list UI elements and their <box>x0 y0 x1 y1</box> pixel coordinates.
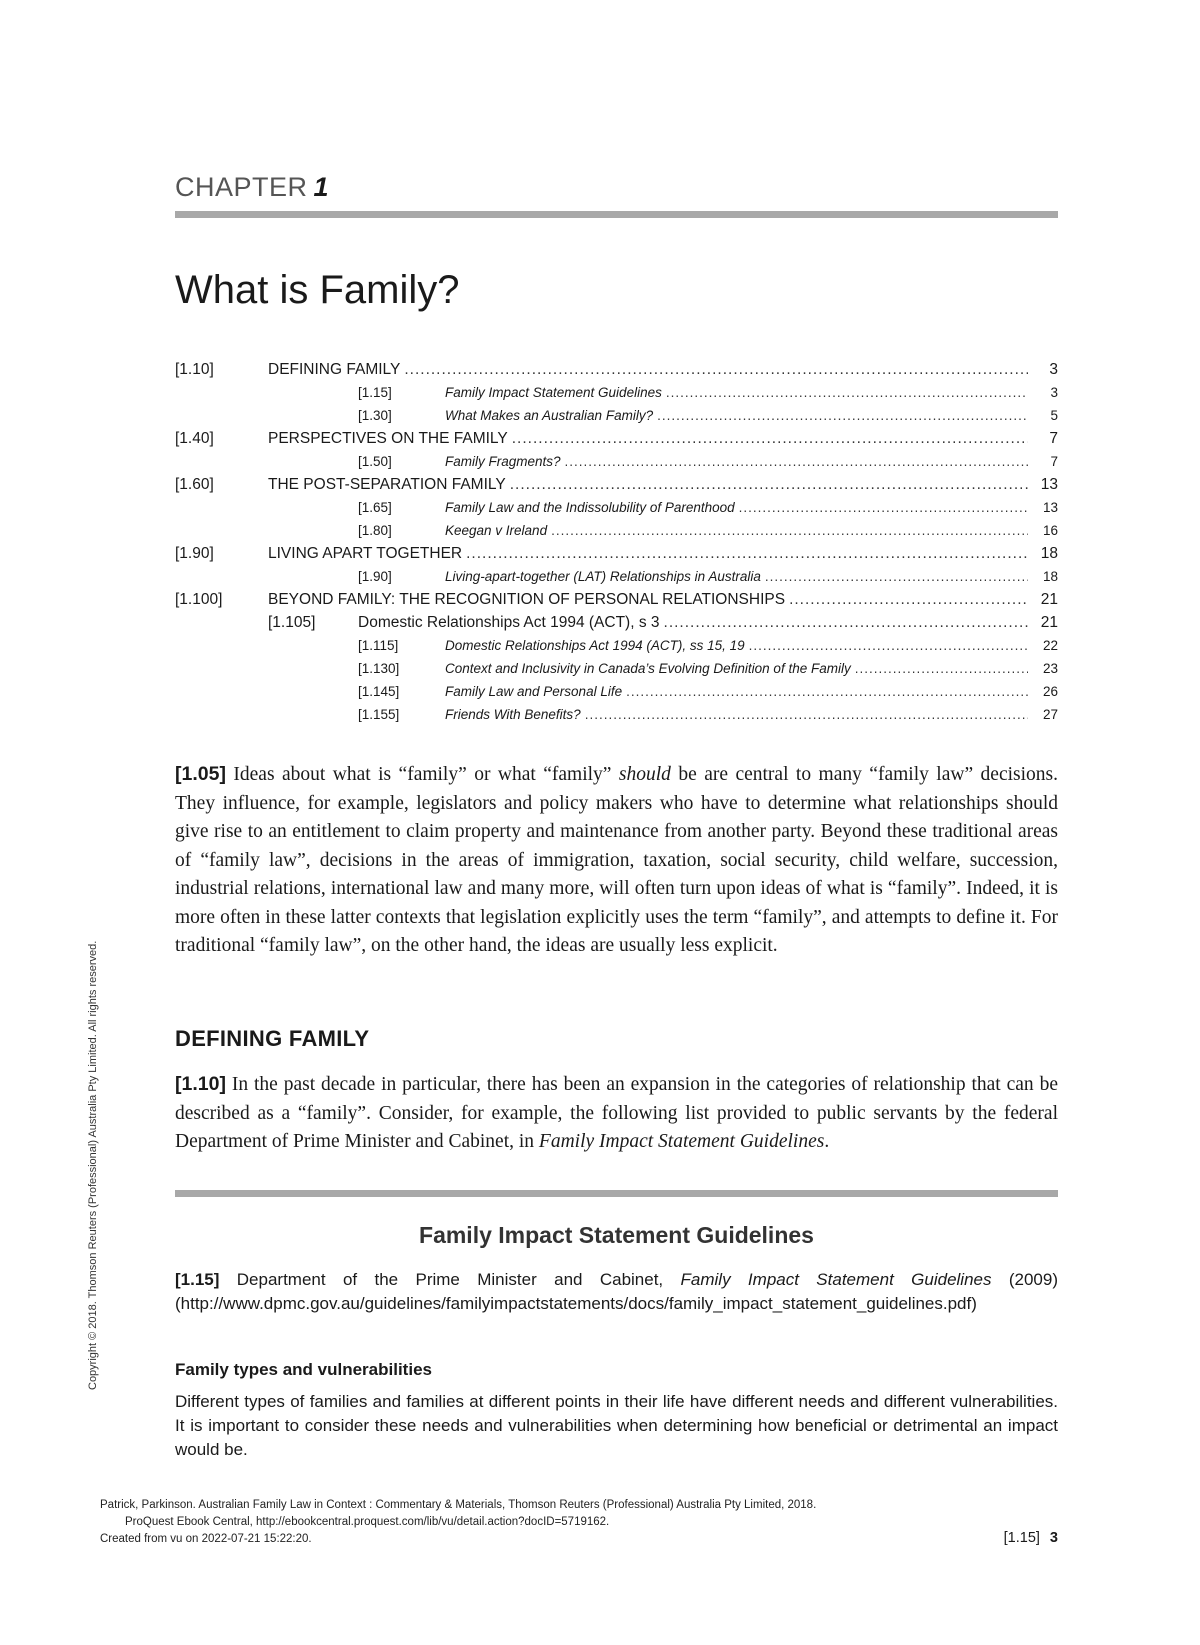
toc-leader-dots <box>666 381 1028 404</box>
footer-source: ProQuest Ebook Central, http://ebookcentral.proquest.com/lib/vu/detail.action?docID=5719162. <box>125 1516 610 1528</box>
toc-entry-number: [1.90] <box>175 545 214 562</box>
chapter-label <box>175 172 329 203</box>
toc-entry-page: 7 <box>1049 430 1058 447</box>
toc-entry-page: 26 <box>1042 684 1058 699</box>
toc-entry <box>175 611 1058 634</box>
toc-entry-number: [1.40] <box>175 430 214 447</box>
extract-rule <box>175 1190 1058 1197</box>
side-copyright: Copyright © 2018. Thomson Reuters (Professional) Australia Pty Limited. All rights reserved. <box>87 940 99 1390</box>
extract-subheading: Family types and vulnerabilities <box>175 1360 432 1379</box>
toc-entry <box>175 703 1058 726</box>
toc-entry-number: [1.15] <box>358 385 392 400</box>
toc-entry-title: Domestic Relationships Act 1994 (ACT), s 3 <box>358 614 660 631</box>
toc-entry <box>175 634 1058 657</box>
extract-ref: [1.15] <box>175 1270 220 1289</box>
toc-entry-number: [1.90] <box>358 569 392 584</box>
toc-entry-number: [1.145] <box>358 684 400 699</box>
extract-body: Different types of families and families at different points in their life have different needs and different vulnerabilities. It is important to consider these needs and vulnerabilities when determining how beneficial or detrimental an impact would be. <box>175 1392 1058 1459</box>
extract-source-text: (2009) (http://www.dpmc.gov.au/guidelines/familyimpactstatements/docs/family_impact_statement_guidelines.pdf) <box>175 1270 1058 1313</box>
chapter-title: What is Family? <box>175 268 460 312</box>
toc-entry-title: Family Law and Personal Life <box>445 684 623 699</box>
toc-entry-page: 27 <box>1042 707 1058 722</box>
toc-entry-title: Family Fragments? <box>445 454 561 469</box>
toc-entry-title: BEYOND FAMILY: THE RECOGNITION OF PERSONAL RELATIONSHIPS <box>268 591 786 608</box>
toc-entry <box>175 680 1058 703</box>
extract-source-emphasis: Family Impact Statement Guidelines <box>680 1270 992 1289</box>
toc-entry-number: [1.130] <box>358 661 400 676</box>
toc-entry-page: 21 <box>1040 591 1058 608</box>
toc-entry-page: 7 <box>1050 454 1058 469</box>
toc-leader-dots <box>664 611 1028 634</box>
toc-entry-title: Friends With Benefits? <box>445 707 581 722</box>
toc-entry-page: 5 <box>1050 408 1058 423</box>
toc-entry-page: 13 <box>1042 500 1058 515</box>
toc-entry <box>175 427 1058 450</box>
toc-entry-number: [1.155] <box>358 707 400 722</box>
table-of-contents <box>175 358 1058 726</box>
page-footer <box>1004 1530 1058 1546</box>
toc-entry <box>175 473 1058 496</box>
toc-entry-number: [1.60] <box>175 476 214 493</box>
toc-entry <box>175 588 1058 611</box>
paragraph-emphasis: should <box>618 764 671 785</box>
toc-leader-dots <box>510 473 1028 496</box>
extract-source <box>175 1268 1058 1316</box>
toc-leader-dots <box>739 496 1028 519</box>
toc-entry-title: Domestic Relationships Act 1994 (ACT), ss 15, 19 <box>445 638 745 653</box>
footer-created: Created from vu on 2022-07-21 15:22:20. <box>100 1533 312 1545</box>
toc-entry-page: 21 <box>1040 614 1058 631</box>
toc-entry-number: [1.100] <box>175 591 223 608</box>
toc-leader-dots <box>749 634 1028 657</box>
toc-entry-title: Context and Inclusivity in Canada’s Evolving Definition of the Family <box>445 661 851 676</box>
chapter-rule <box>175 211 1058 218</box>
extract-title: Family Impact Statement Guidelines <box>419 1222 814 1248</box>
paragraph-ref: [1.10] <box>175 1073 226 1095</box>
toc-leader-dots <box>404 358 1028 381</box>
toc-entry <box>175 519 1058 542</box>
toc-entry-number: [1.65] <box>358 500 392 515</box>
paragraph-text: be are central to many “family law” decisions. They influence, for example, legislators and policy makers who have to determine what relationships should give rise to an entitlement to claim property and maintenance from another party. Beyond these traditional areas of “family law”, decisions in the areas of immigration, taxation, social security, child welfare, succession, industrial relations, international law and many more, will often turn upon ideas of what is “family”. Indeed, it is more often in these latter contexts that legislation explicitly uses the term “family”, and attempts to define it. For traditional “family law”, on the other hand, the ideas are usually less explicit. <box>175 764 1059 956</box>
toc-entry <box>175 404 1058 427</box>
paragraph-ref: [1.05] <box>175 763 226 785</box>
toc-leader-dots <box>585 703 1028 726</box>
toc-entry-number: [1.105] <box>268 614 316 631</box>
toc-entry-title: Keegan v Ireland <box>445 523 548 538</box>
page-number: 3 <box>1049 1530 1058 1546</box>
toc-entry-title: PERSPECTIVES ON THE FAMILY <box>268 430 508 447</box>
page-footer-ref: [1.15] <box>1003 1530 1040 1546</box>
toc-entry-page: 23 <box>1042 661 1058 676</box>
toc-entry <box>175 496 1058 519</box>
toc-entry-page: 3 <box>1050 385 1058 400</box>
toc-entry-number: [1.30] <box>358 408 392 423</box>
toc-leader-dots <box>551 519 1028 542</box>
paragraph-text: . <box>824 1131 830 1152</box>
paragraph-1-05 <box>175 760 1058 961</box>
toc-entry-title: DEFINING FAMILY <box>268 361 401 378</box>
toc-entry-number: [1.80] <box>358 523 392 538</box>
toc-entry <box>175 542 1058 565</box>
section-heading: DEFINING FAMILY <box>175 1026 370 1051</box>
toc-entry-title: Living-apart-together (LAT) Relationships in Australia <box>445 569 761 584</box>
toc-entry <box>175 450 1058 473</box>
toc-leader-dots <box>789 588 1028 611</box>
toc-entry-number: [1.10] <box>175 361 214 378</box>
toc-leader-dots <box>657 404 1028 427</box>
toc-entry-page: 3 <box>1049 361 1058 378</box>
toc-entry-title: Family Law and the Indissolubility of Parenthood <box>445 500 735 515</box>
toc-entry-page: 18 <box>1040 545 1058 562</box>
toc-leader-dots <box>512 427 1028 450</box>
toc-entry-page: 13 <box>1040 476 1058 493</box>
toc-entry-number: [1.50] <box>358 454 392 469</box>
chapter-label-text: CHAPTER <box>175 172 308 202</box>
toc-entry <box>175 381 1058 404</box>
toc-entry <box>175 657 1058 680</box>
toc-leader-dots <box>565 450 1028 473</box>
toc-leader-dots <box>466 542 1028 565</box>
footer-citation: Patrick, Parkinson. Australian Family Law in Context : Commentary & Materials, Thomson Reuters (Professional) Australia Pty Limited, 2018. <box>100 1499 817 1511</box>
toc-entry-title: What Makes an Australian Family? <box>445 408 654 423</box>
extract-source-text: Department of the Prime Minister and Cabinet, <box>219 1270 681 1289</box>
toc-entry <box>175 358 1058 381</box>
toc-entry-title: Family Impact Statement Guidelines <box>445 385 662 400</box>
chapter-number: 1 <box>313 172 330 202</box>
toc-entry-page: 18 <box>1042 569 1058 584</box>
toc-entry-title: THE POST-SEPARATION FAMILY <box>268 476 506 493</box>
toc-entry-title: LIVING APART TOGETHER <box>268 545 463 562</box>
toc-leader-dots <box>626 680 1028 703</box>
toc-entry-page: 16 <box>1042 523 1058 538</box>
toc-leader-dots <box>765 565 1028 588</box>
toc-entry-page: 22 <box>1042 638 1058 653</box>
paragraph-text: Ideas about what is “family” or what “family” <box>225 764 619 785</box>
paragraph-1-10 <box>175 1070 1058 1157</box>
toc-entry-number: [1.115] <box>358 638 399 653</box>
paragraph-emphasis: Family Impact Statement Guidelines <box>538 1131 825 1152</box>
paragraph-text: In the past decade in particular, there has been an expansion in the categories of relationship that can be described as a “family”. Consider, for example, the following list provided to public servants by the federal Department of Prime Minister and Cabinet, in <box>175 1074 1058 1152</box>
toc-entry <box>175 565 1058 588</box>
toc-leader-dots <box>855 657 1028 680</box>
